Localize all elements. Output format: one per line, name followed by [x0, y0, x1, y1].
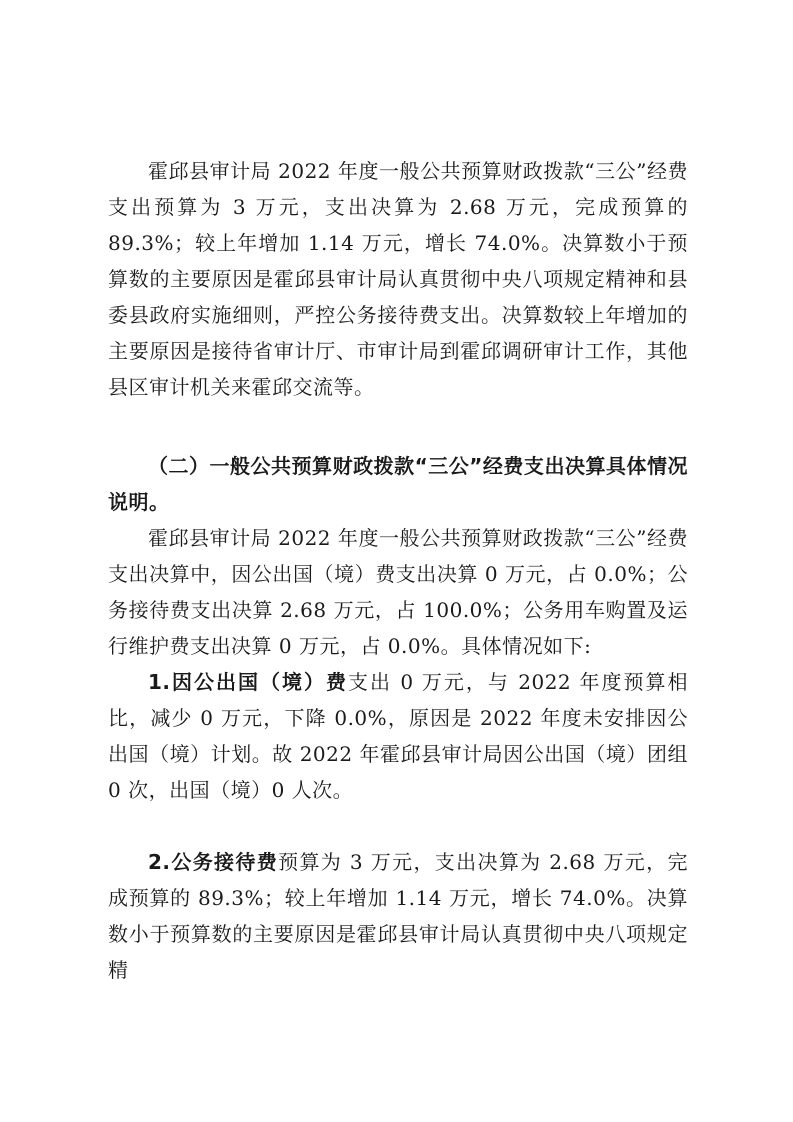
paragraph-sangong-breakdown: 霍邱县审计局 2022 年度一般公共预算财政拨款“三公”经费支出决算中，因公出国（境）费支出决算 0 万元，占 0.0%；公务接待费支出决算 2.68 万元，占 100.0%；公务用车购置及运行维护费支出决算 0 万元，占 0.0%。具体情况如下: [108, 526, 688, 658]
overseas-travel-lead: 1.因公出国（境）费 [148, 670, 348, 694]
reception-lead: 2.公务接待费 [148, 850, 279, 874]
reception-body: 预算为 3 万元，支出决算为 2.68 万元，完成预算的 89.3%；较上年增加 1.14 万元，增长 74.0%。决算数小于预算数的主要原因是霍邱县审计局认真贯彻中央八项规定精 [108, 850, 689, 982]
section-heading-2: （二）一般公共预算财政拨款“三公”经费支出决算具体情况说明。 [108, 454, 688, 514]
paragraph-reception [108, 844, 688, 988]
overseas-travel-body: 支出 0 万元，与 2022 年度预算相比，减少 0 万元，下降 0.0%，原因是 2022 年度未安排因公出国（境）计划。故 2022 年霍邱县审计局因公出国（境）团组 0 次，出国（境）0 人次。 [108, 670, 688, 802]
paragraph-sangong-summary: 霍邱县审计局 2022 年度一般公共预算财政拨款“三公”经费支出预算为 3 万元，支出决算为 2.68 万元，完成预算的 89.3%；较上年增加 1.14 万元，增长 74.0%。决算数小于预算数的主要原因是霍邱县审计局认真贯彻中央八项规定精神和县委县政府实施细则，严控公务接待费支出。决算数较上年增加的主要原因是接待省审计厅、市审计局到霍邱调研审计工作，其他县区审计机关来霍邱交流等。 [108, 159, 688, 399]
paragraph-overseas-travel [108, 664, 688, 808]
